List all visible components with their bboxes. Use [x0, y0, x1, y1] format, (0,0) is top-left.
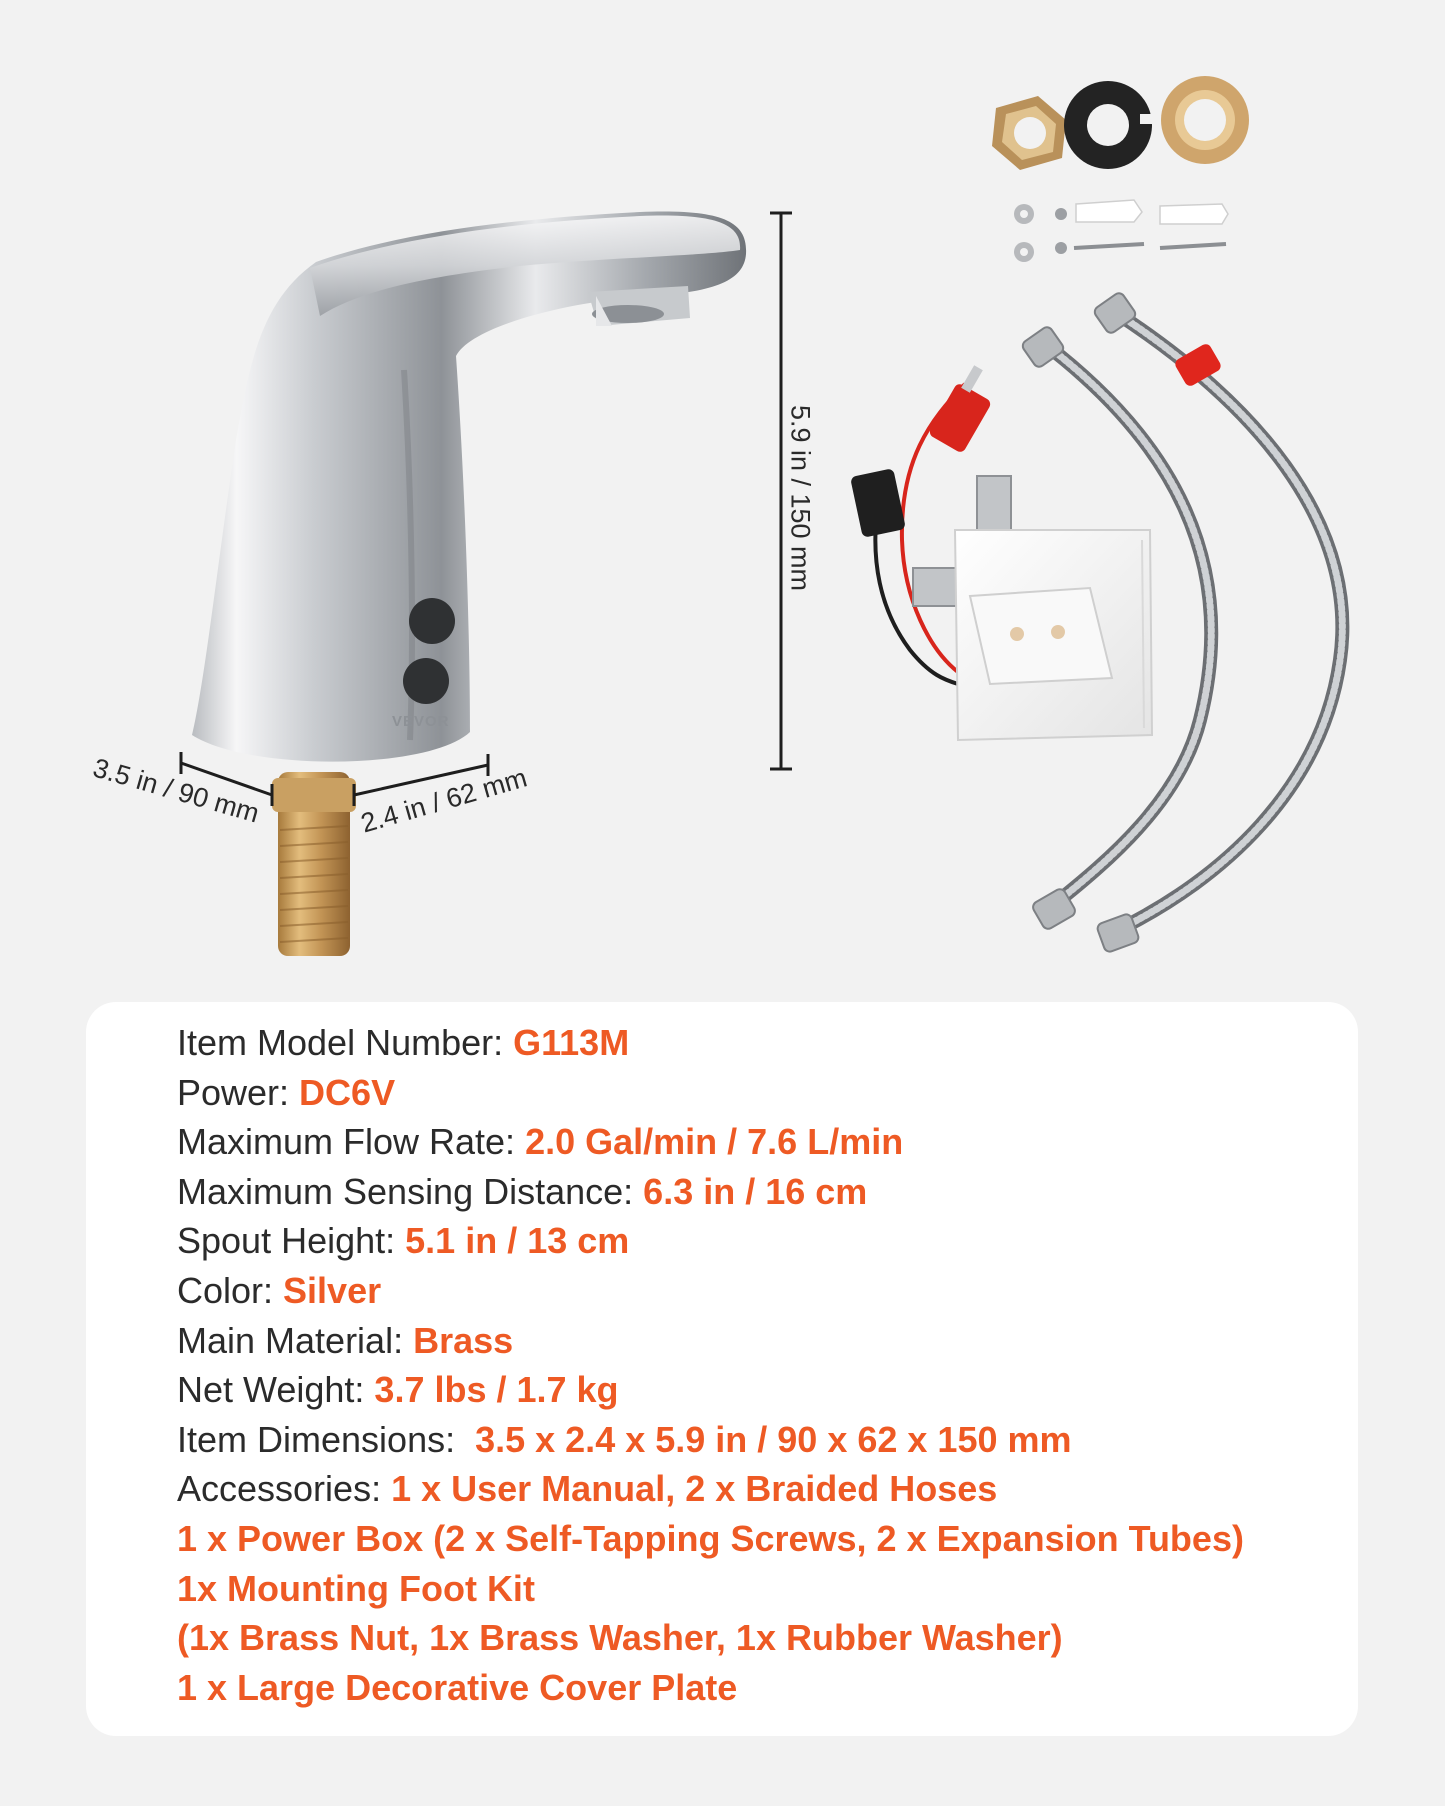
spec-sensing-distance — [177, 1167, 1244, 1217]
spec-label: Accessories: — [177, 1468, 392, 1510]
spec-value: G113M — [513, 1022, 630, 1063]
spec-material — [177, 1316, 1244, 1366]
spec-value: 6.3 in / 16 cm — [643, 1170, 868, 1212]
brass-base — [272, 778, 356, 812]
spec-accessories-line — [177, 1613, 1244, 1663]
spec-model — [177, 1018, 1244, 1068]
screws-and-tubes-image — [1014, 200, 1228, 262]
spec-net-weight — [177, 1365, 1244, 1415]
power-box-image — [850, 365, 1152, 740]
spec-accessories-line — [177, 1663, 1244, 1713]
spec-accessories-line — [177, 1514, 1244, 1564]
spec-power — [177, 1068, 1244, 1118]
spec-label: Power: — [177, 1071, 300, 1113]
spec-value: 2.0 Gal/min / 7.6 L/min — [525, 1121, 904, 1163]
spec-value: 1 x Power Box (2 x Self-Tapping Screws, 2 x Expansion Tubes) — [177, 1517, 1244, 1559]
spec-flow-rate — [177, 1117, 1244, 1167]
sensor-window-top — [409, 598, 455, 644]
sensor-window-bottom — [403, 658, 449, 704]
spec-value: 3.7 lbs / 1.7 kg — [374, 1369, 619, 1411]
faucet-image — [192, 212, 746, 956]
mounting-foot-kit-image — [992, 76, 1249, 170]
spec-accessories — [177, 1464, 1244, 1514]
spec-label: Maximum Sensing Distance: — [177, 1170, 644, 1212]
spec-value: 1 x Large Decorative Cover Plate — [177, 1666, 738, 1708]
spec-item-dimensions — [177, 1415, 1244, 1465]
spec-label: Spout Height: — [177, 1220, 406, 1262]
spec-label: Color: — [177, 1269, 284, 1311]
spec-value: Silver — [283, 1269, 382, 1311]
spec-value: 5.1 in / 13 cm — [405, 1220, 630, 1262]
spec-value: 3.5 x 2.4 x 5.9 in / 90 x 62 x 150 mm — [475, 1418, 1072, 1460]
spec-accessories-line — [177, 1564, 1244, 1614]
spec-value: (1x Brass Nut, 1x Brass Washer, 1x Rubber Washer) — [177, 1617, 1063, 1659]
spec-spout-height — [177, 1216, 1244, 1266]
spec-value: DC6V — [299, 1071, 396, 1113]
spec-label: Maximum Flow Rate: — [177, 1121, 526, 1163]
spec-color — [177, 1266, 1244, 1316]
spec-label: Main Material: — [177, 1319, 414, 1361]
brand-logo: VEVOR — [392, 713, 450, 730]
spec-label: Net Weight: — [177, 1369, 375, 1411]
height-dimension-label: 5.9 in / 150 mm — [785, 404, 816, 592]
spec-value: 1x Mounting Foot Kit — [177, 1567, 535, 1609]
width-dimension-label: 2.4 in / 62 mm — [357, 762, 531, 839]
spec-value: Brass — [413, 1319, 514, 1361]
spec-label: Item Model Number: — [177, 1022, 514, 1063]
spec-value: 1 x User Manual, 2 x Braided Hoses — [391, 1468, 998, 1510]
specifications-list — [177, 1018, 1244, 1712]
depth-dimension-label: 3.5 in / 90 mm — [89, 752, 263, 829]
spec-label: Item Dimensions: — [177, 1418, 476, 1460]
